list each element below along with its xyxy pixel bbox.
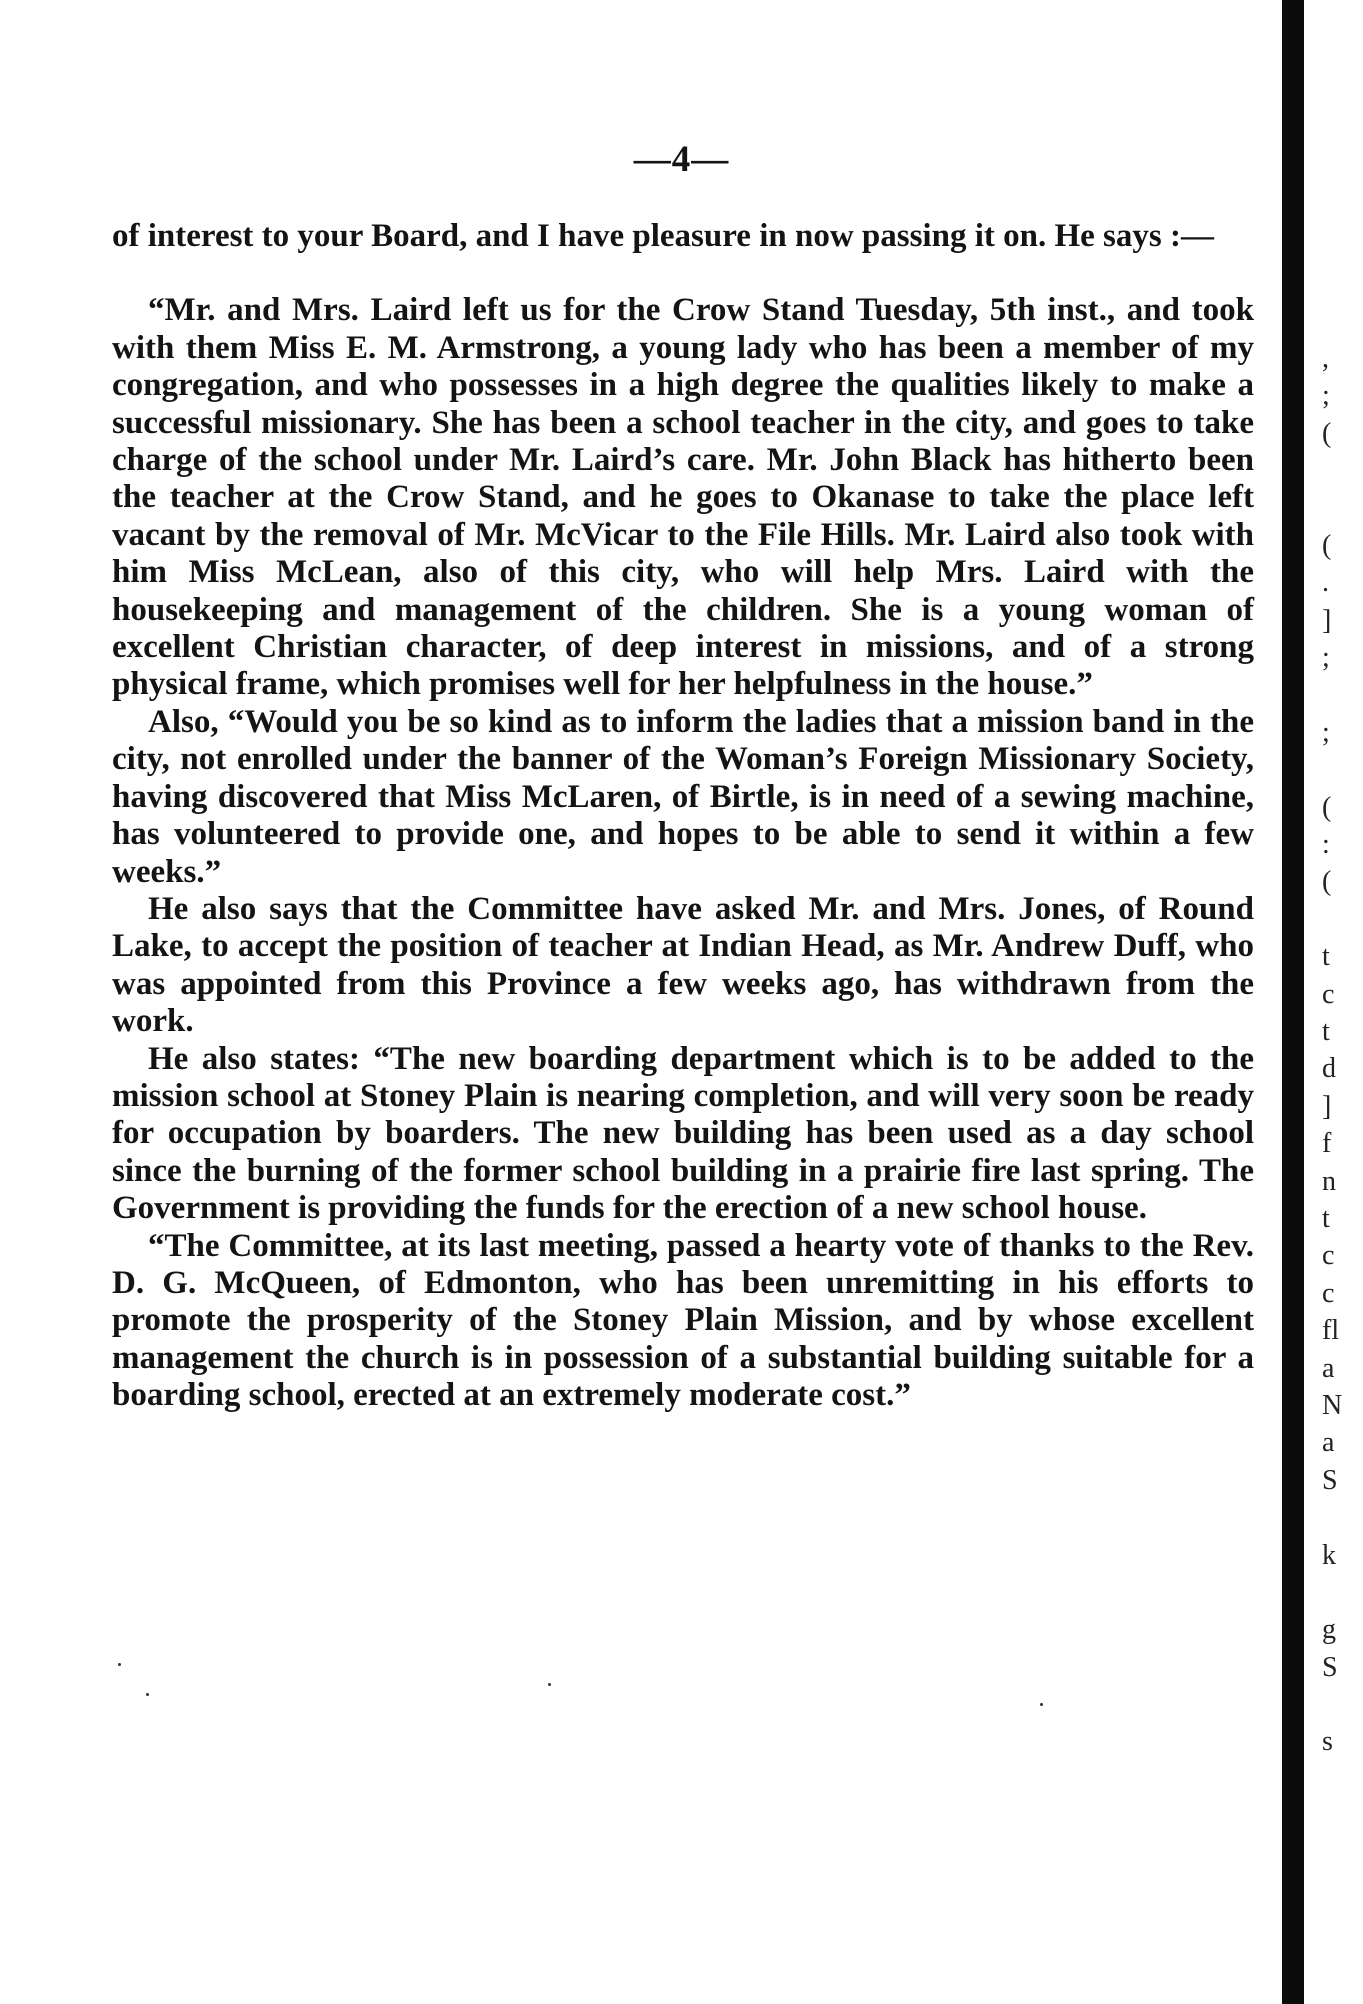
margin-fragment xyxy=(1322,1499,1363,1536)
margin-fragment: ] xyxy=(1322,1090,1332,1122)
margin-fragment: d xyxy=(1322,1053,1336,1085)
document-body xyxy=(112,218,1254,1415)
quote-paragraph-laird: “Mr. and Mrs. Laird left us for the Crow Stand Tuesday, 5th inst., and took with them Miss E. M. Armstrong, a young lady who has been a member of my congregation, and who possesses in a high degree the qualities likely to make a successful missionary. She has been a school teacher in the city, and goes to take charge of the school under Mr. Laird’s care. Mr. John Black has hitherto been the teacher at the Crow Stand, and he goes to Okanase to take the place left vacant by the removal of Mr. McVicar to the File Hills. Mr. Laird also took with him Miss McLean, also of this city, who will help Mrs. Laird with the housekeeping and management of the children. She is a young woman of excellent Christian character, of deep interest in missions, and of a strong physical frame, which promises well for her helpfulness in the house.” xyxy=(112,292,1254,703)
intro-paragraph: of interest to your Board, and I have pleasure in now passing it on. He says :— xyxy=(112,218,1214,254)
paragraph-stoney-plain: He also states: “The new boarding department which is to be added to the mission school at Stoney Plain is nearing completion, and will very soon be ready for occupation by boarders. The new building has been used as a day school since the burning of the former school building in a prairie fire last spring. The Government is providing the funds for the erection of a new school house. xyxy=(112,1040,1254,1227)
margin-fragment: f xyxy=(1322,1128,1332,1160)
margin-fragment xyxy=(1322,1574,1363,1611)
adjacent-page-margin xyxy=(1322,340,1363,1761)
margin-fragment: S xyxy=(1322,1651,1338,1683)
margin-fragment: S xyxy=(1322,1464,1338,1496)
margin-fragment: k xyxy=(1322,1539,1336,1571)
print-speck xyxy=(548,1683,551,1686)
margin-fragment: t xyxy=(1322,941,1330,973)
margin-fragment: g xyxy=(1322,1614,1336,1646)
margin-fragment xyxy=(1322,751,1363,788)
page-binding-edge xyxy=(1282,0,1304,2004)
margin-fragment xyxy=(1322,490,1363,527)
paragraph-committee-vote: “The Committee, at its last meeting, passed a hearty vote of thanks to the Rev. D. G. McQueen, of Edmonton, who has been unremitting in his efforts to promote the prosperity of the Stoney Plain Mission, and by whose excellent management the church is in possession of a substantial building suitable for a boarding school, erected at an extremely moderate cost.” xyxy=(112,1227,1254,1414)
margin-fragment: ( xyxy=(1322,529,1332,561)
margin-fragment: ; xyxy=(1322,380,1330,412)
margin-fragment: : xyxy=(1322,829,1330,861)
margin-fragment: ( xyxy=(1322,417,1332,449)
margin-fragment: fl xyxy=(1322,1315,1340,1347)
margin-fragment: c xyxy=(1322,1277,1335,1309)
print-speck xyxy=(118,1663,121,1666)
margin-fragment: c xyxy=(1322,1240,1335,1272)
print-speck xyxy=(1040,1703,1043,1706)
margin-fragment: ( xyxy=(1322,866,1332,898)
margin-fragment: , xyxy=(1322,343,1329,374)
margin-fragment xyxy=(1322,1686,1363,1723)
margin-fragment: t xyxy=(1322,1016,1330,1048)
margin-fragment xyxy=(1322,677,1363,714)
margin-fragment: s xyxy=(1322,1726,1333,1758)
margin-fragment: a xyxy=(1322,1352,1335,1384)
margin-fragment: . xyxy=(1322,567,1329,599)
margin-fragment xyxy=(1322,452,1363,489)
margin-fragment xyxy=(1322,901,1363,938)
margin-fragment: ; xyxy=(1322,642,1330,674)
margin-fragment: a xyxy=(1322,1427,1335,1459)
margin-fragment: ] xyxy=(1322,604,1332,636)
margin-fragment: ( xyxy=(1322,791,1332,823)
paragraph-teacher-appointment: He also says that the Committee have asked Mr. and Mrs. Jones, of Round Lake, to accept the position of teacher at Indian Head, as Mr. Andrew Duff, who was appointed from this Province a few weeks ago, has withdrawn from the work. xyxy=(112,890,1254,1040)
margin-fragment: c xyxy=(1322,978,1335,1010)
paragraph-sewing-machine: Also, “Would you be so kind as to inform the ladies that a mission band in the city, not enrolled under the banner of the Woman’s Foreign Missionary Society, having discovered that Miss McLaren, of Birtle, is in need of a sewing machine, has volunteered to provide one, and hopes to be able to send it within a few weeks.” xyxy=(112,703,1254,890)
margin-fragment: t xyxy=(1322,1202,1330,1234)
print-speck xyxy=(146,1693,149,1696)
margin-fragment: ; xyxy=(1322,716,1330,748)
margin-fragment: N xyxy=(1322,1389,1343,1421)
margin-fragment: n xyxy=(1322,1165,1336,1197)
page-number: —4— xyxy=(633,139,730,180)
